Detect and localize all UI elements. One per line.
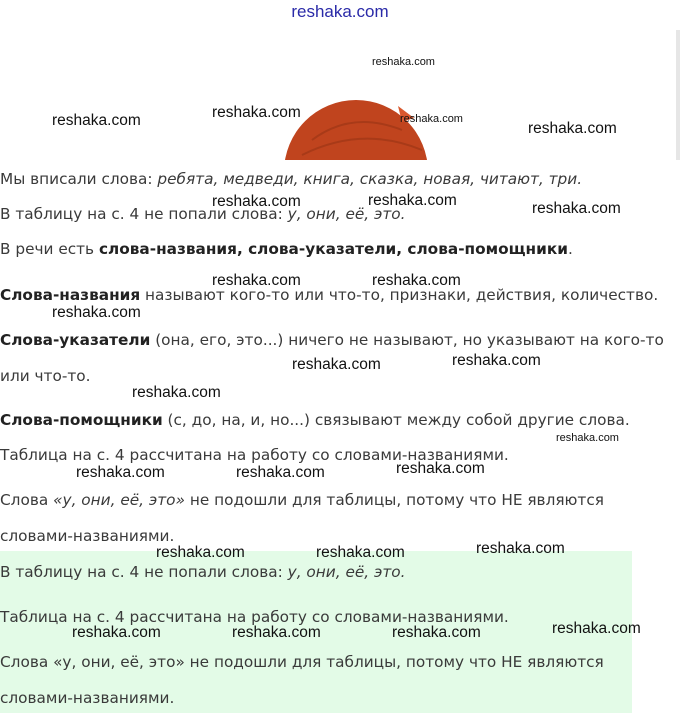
answer-not-fit-cont: словами-названиями. <box>0 689 175 707</box>
watermark: reshaka.com <box>400 113 463 125</box>
paragraph-naming-words: Слова-названия называют кого-то или что-то, признаки, действия, количество. <box>0 286 659 304</box>
watermark: reshaka.com <box>232 624 321 641</box>
watermark: reshaka.com <box>368 192 457 209</box>
watermark: reshaka.com <box>292 356 381 373</box>
ball-illustration <box>282 100 432 160</box>
watermark: reshaka.com <box>156 544 245 561</box>
watermark: reshaka.com <box>452 352 541 369</box>
answer-table-purpose: Таблица на с. 4 рассчитана на работу со словами-названиями. <box>0 608 509 626</box>
watermark: reshaka.com <box>132 384 221 401</box>
watermark: reshaka.com <box>72 624 161 641</box>
watermark: reshaka.com <box>236 464 325 481</box>
watermark: reshaka.com <box>528 120 617 137</box>
site-header-link[interactable]: reshaka.com <box>291 2 389 21</box>
watermark: reshaka.com <box>372 56 435 68</box>
watermark: reshaka.com <box>212 104 301 121</box>
paragraph-word-types: В речи есть слова-названия, слова-указатели, слова-помощники. <box>0 240 573 258</box>
paragraph-helper-words: Слова-помощники (с, до, на, и, но...) связывают между собой другие слова. <box>0 411 630 429</box>
watermark: reshaka.com <box>316 544 405 561</box>
watermark: reshaka.com <box>476 540 565 557</box>
watermark: reshaka.com <box>396 460 485 477</box>
watermark: reshaka.com <box>212 193 301 210</box>
paragraph-pointing-words-cont: или что-то. <box>0 367 91 385</box>
watermark: reshaka.com <box>532 200 621 217</box>
answer-excluded-words: В таблицу на с. 4 не попали слова: у, они, её, это. <box>0 563 406 581</box>
watermark: reshaka.com <box>372 272 461 289</box>
paragraph-not-fit: Слова «у, они, её, это» не подошли для таблицы, потому что НЕ являются <box>0 491 604 509</box>
watermark: reshaka.com <box>76 464 165 481</box>
scrollbar-track[interactable] <box>676 30 680 160</box>
paragraph-written-words: Мы вписали слова: ребята, медведи, книга, сказка, новая, читают, три. <box>0 170 583 188</box>
paragraph-table-purpose: Таблица на с. 4 рассчитана на работу со словами-названиями. <box>0 446 509 464</box>
watermark: reshaka.com <box>52 112 141 129</box>
watermark: reshaka.com <box>556 432 619 444</box>
paragraph-pointing-words: Слова-указатели (она, его, это...) ничего не называют, но указывают на кого-то <box>0 331 664 349</box>
watermark: reshaka.com <box>52 304 141 321</box>
watermark: reshaka.com <box>212 272 301 289</box>
paragraph-excluded-words: В таблицу на с. 4 не попали слова: у, они, её, это. <box>0 205 406 223</box>
paragraph-not-fit-cont: словами-названиями. <box>0 527 175 545</box>
answer-not-fit: Слова «у, они, её, это» не подошли для таблицы, потому что НЕ являются <box>0 653 604 671</box>
watermark: reshaka.com <box>552 620 641 637</box>
watermark: reshaka.com <box>392 624 481 641</box>
